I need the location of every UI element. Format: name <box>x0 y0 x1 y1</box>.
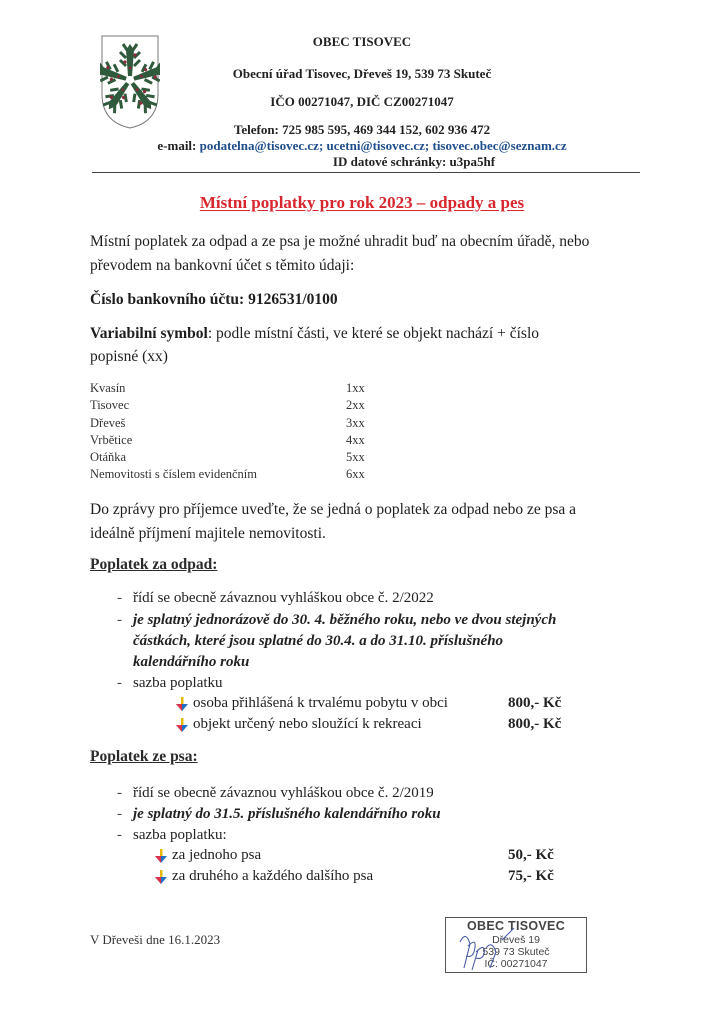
waste-fee-regulation: řídí se obecně závaznou vyhláškou obce č. 2/2022 <box>133 590 434 606</box>
table-row <box>90 432 365 449</box>
variable-symbol-label: Variabilní symbol <box>90 325 208 342</box>
bank-account: Číslo bankovního účtu: 9126531/0100 <box>90 291 338 308</box>
variable-symbol-line-1 <box>90 322 539 346</box>
dog-fee-rate-label: sazba poplatku: <box>133 827 227 843</box>
table-row <box>90 380 365 397</box>
data-box-id: ID datové schránky: u3pa5hf <box>332 154 496 169</box>
area-name: Otáňka <box>90 450 127 465</box>
waste-fee-due-line-1: je splatný jednorázově do 30. 4. běžného roku, nebo ve dvou stejných <box>133 612 557 628</box>
area-code: 2xx <box>346 398 365 413</box>
stamp-line-1: OBEC TISOVEC <box>466 919 566 933</box>
rate-label: osoba přihlášená k trvalému pobytu v obci <box>193 695 448 711</box>
rate-label: objekt určený nebo sloužící k rekreaci <box>193 716 422 732</box>
rate-label: za jednoho psa <box>172 847 262 863</box>
org-name: OBEC TISOVEC <box>312 34 412 49</box>
list-dash: - <box>117 675 122 691</box>
rate-item <box>155 868 373 885</box>
area-name: Kvasín <box>90 381 126 395</box>
signature-icon <box>452 922 522 972</box>
dog-fee-heading: Poplatek ze psa: <box>90 748 198 765</box>
list-dash: - <box>117 827 122 843</box>
area-code: 5xx <box>346 450 365 465</box>
waste-fee-heading: Poplatek za odpad: <box>90 556 218 573</box>
rate-price: 50,- Kč <box>508 847 554 863</box>
list-dash: - <box>117 612 122 628</box>
variable-symbol-text: : podle místní části, ve které se objekt nachází + číslo <box>207 325 540 342</box>
message-note-line-2: ideálně příjmení majitele nemovitosti. <box>90 525 326 542</box>
page-title: Místní poplatky pro rok 2023 – odpady a pes <box>199 193 525 212</box>
area-code: 4xx <box>346 432 365 447</box>
rate-price: 800,- Kč <box>508 695 562 711</box>
dog-fee-due: je splatný do 31.5. příslušného kalendářního roku <box>133 806 441 822</box>
office-address: Obecní úřad Tisovec, Dřeveš 19, 539 73 Skuteč <box>232 66 492 81</box>
arrow-down-bullet-icon <box>155 849 167 863</box>
rate-item <box>176 716 422 733</box>
rate-item <box>155 847 261 864</box>
area-name: Tisovec <box>90 398 130 413</box>
stamp-line-2: Dřeveš 19 <box>492 934 540 946</box>
stamp-line-3: 539 73 Skuteč <box>482 946 550 958</box>
email-seznam[interactable]: tisovec.obec@seznam.cz <box>432 138 567 153</box>
list-dash: - <box>117 785 122 801</box>
email-podatelna[interactable]: podatelna@tisovec.cz; <box>199 138 324 153</box>
arrow-down-bullet-icon <box>176 697 188 711</box>
waste-fee-rate-label: sazba poplatku <box>133 675 223 691</box>
area-code: 1xx <box>346 381 365 395</box>
area-name: Vrbětice <box>90 432 133 447</box>
org-ids: IČO 00271047, DIČ CZ00271047 <box>270 94 454 109</box>
arrow-down-bullet-icon <box>155 870 167 884</box>
variable-symbol-line-2: popisné (xx) <box>90 348 168 365</box>
area-name: Nemovitosti s číslem evidenčním <box>90 467 257 482</box>
email-label: e-mail: <box>157 138 197 153</box>
arrow-down-bullet-icon <box>176 718 188 732</box>
email-line <box>0 138 724 154</box>
table-row <box>90 397 365 414</box>
area-code: 6xx <box>346 467 365 482</box>
table-row <box>90 449 365 466</box>
dog-fee-regulation: řídí se obecně závaznou vyhláškou obce č. 2/2019 <box>133 785 434 801</box>
rate-label: za druhého a každého dalšího psa <box>172 868 374 884</box>
phone-numbers: Telefon: 725 985 595, 469 344 152, 602 936 472 <box>233 122 491 137</box>
email-ucetni[interactable]: ucetni@tisovec.cz; <box>326 138 430 153</box>
area-name: Dřeveš <box>90 415 126 430</box>
document-date: V Dřeveši dne 16.1.2023 <box>90 932 221 947</box>
rate-price: 75,- Kč <box>508 868 554 884</box>
message-note-line-1: Do zprávy pro příjemce uveďte, že se jedná o poplatek za odpad nebo ze psa a <box>90 501 577 518</box>
intro-line-1: Místní poplatek za odpad a ze psa je možné uhradit buď na obecním úřadě, nebo <box>90 233 590 250</box>
area-code: 3xx <box>346 415 365 430</box>
rate-item <box>176 695 448 712</box>
rate-price: 800,- Kč <box>508 716 562 732</box>
list-dash: - <box>117 806 122 822</box>
list-dash: - <box>117 590 122 606</box>
variable-symbol-table <box>90 380 365 484</box>
waste-fee-due-line-3: kalendářního roku <box>133 654 250 670</box>
intro-line-2: převodem na bankovní účet s těmito údaji: <box>90 257 355 274</box>
header-divider <box>92 172 640 173</box>
waste-fee-due-line-2: částkách, které jsou splatné do 30.4. a do 31.10. příslušného <box>133 633 504 649</box>
stamp-line-4: IČ: 00271047 <box>484 958 548 970</box>
table-row <box>90 415 365 432</box>
table-row <box>90 466 365 483</box>
